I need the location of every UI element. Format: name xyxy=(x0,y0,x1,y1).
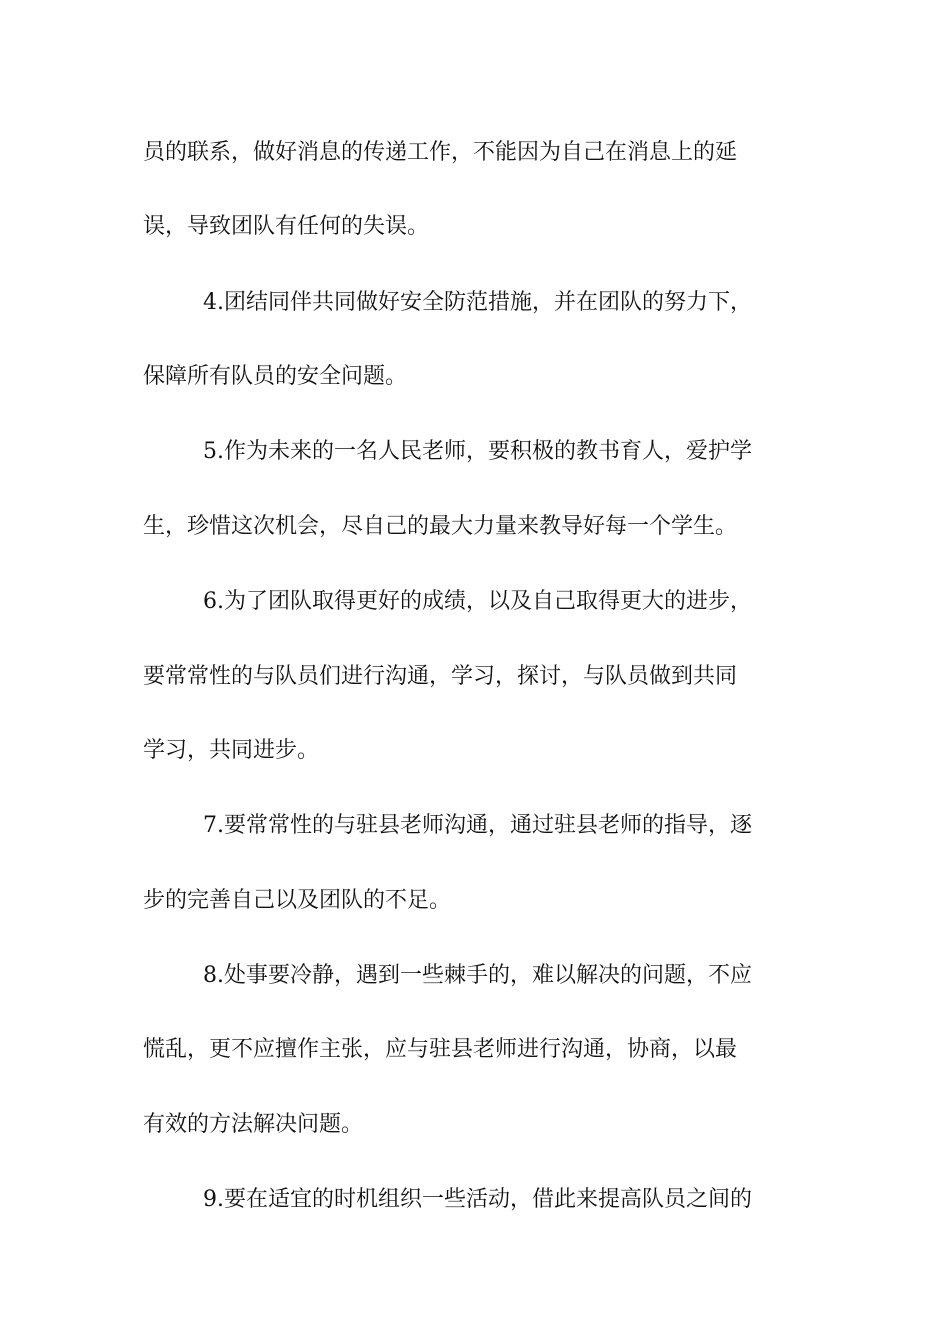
text-line: 误，导致团队有任何的失误。 xyxy=(143,214,430,239)
paragraph-4-start: 4.团结同伴共同做好安全防范措施，并在团队的努力下， xyxy=(203,290,752,315)
text-line: 学习，共同进步。 xyxy=(143,738,320,763)
paragraph-7-start: 7.要常常性的与驻县老师沟通，通过驻县老师的指导，逐 xyxy=(203,813,752,838)
text-line: 步的完善自己以及团队的不足。 xyxy=(143,888,452,913)
paragraph-9-start: 9.要在适宜的时机组织一些活动，借此来提高队员之间的 xyxy=(203,1187,752,1212)
paragraph-5-start: 5.作为未来的一名人民老师，要积极的教书育人，爱护学 xyxy=(203,439,752,464)
text-line: 生，珍惜这次机会，尽自己的最大力量来教导好每一个学生。 xyxy=(143,514,738,539)
text-line: 保障所有队员的安全问题。 xyxy=(143,364,408,389)
text-line: 要常常性的与队员们进行沟通，学习，探讨，与队员做到共同 xyxy=(143,664,738,689)
text-line: 有效的方法解决问题。 xyxy=(143,1112,364,1137)
text-line: 慌乱，更不应擅作主张，应与驻县老师进行沟通，协商，以最 xyxy=(143,1037,738,1062)
text-line: 员的联系，做好消息的传递工作，不能因为自己在消息上的延 xyxy=(143,140,738,165)
paragraph-6-start: 6.为了团队取得更好的成绩，以及自己取得更大的进步， xyxy=(203,589,752,614)
paragraph-8-start: 8.处事要冷静，遇到一些棘手的，难以解决的问题，不应 xyxy=(203,963,752,988)
